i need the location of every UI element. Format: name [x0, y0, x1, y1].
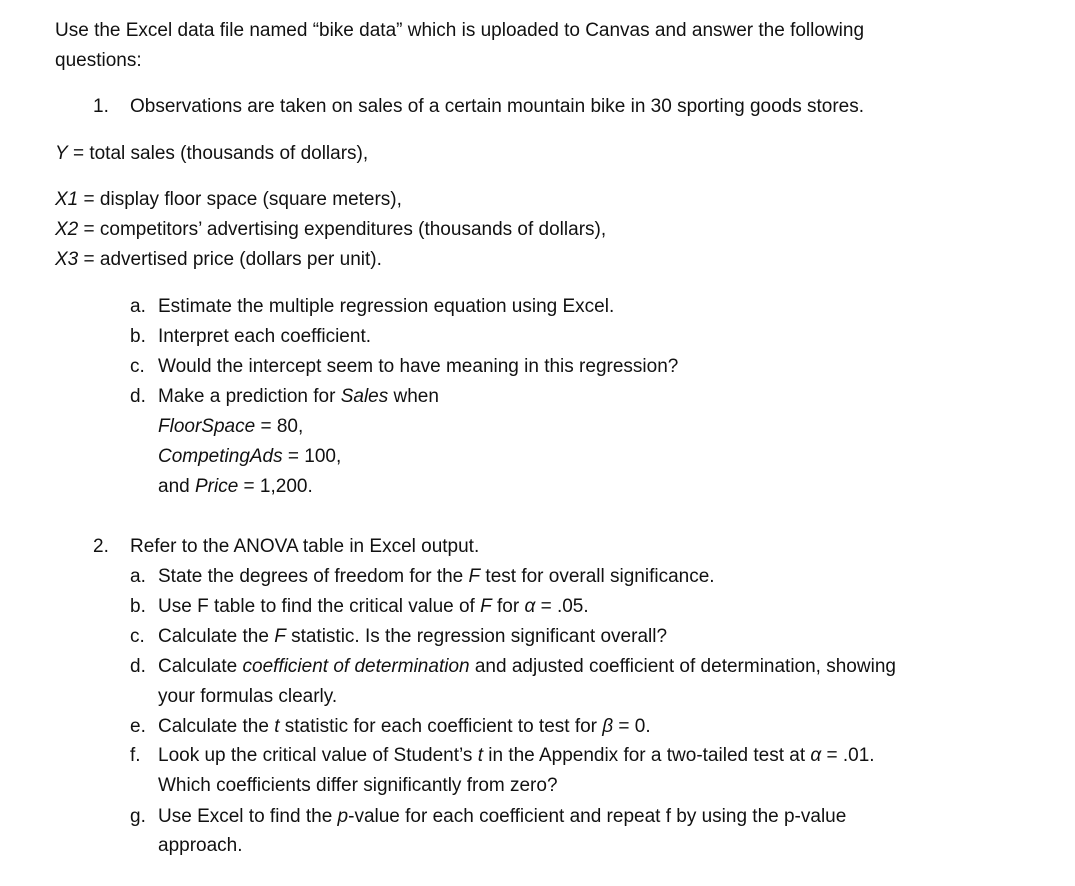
question-1b-label: b. [130, 326, 146, 347]
question-2e-post: = 0. [613, 716, 651, 737]
question-1c-text: Would the intercept seem to have meaning in this regression? [158, 356, 679, 377]
question-2f-label: f. [130, 745, 141, 766]
intro-text-1: Use the Excel data file named “bike data” which is uploaded to Canvas and answer the following [55, 20, 865, 41]
floorspace-term: FloorSpace [158, 416, 256, 437]
question-2d-cont: your formulas clearly. [158, 686, 338, 707]
question-2c-pre: Calculate the [158, 626, 275, 647]
question-2c [130, 624, 667, 650]
price-pre: and [158, 476, 195, 497]
question-2g-p: p [337, 806, 349, 827]
question-2f-alpha: α [810, 745, 822, 766]
question-2d-term: coefficient of determination [242, 656, 470, 677]
question-2f-cont: Which coefficients differ significantly from zero? [158, 775, 558, 796]
question-2c-post: statistic. Is the regression significant overall? [285, 626, 668, 647]
price-term: Price [194, 476, 239, 497]
question-2d-pre: Calculate [158, 656, 243, 677]
question-2b-label: b. [130, 596, 146, 617]
price-value: = 1,200. [238, 476, 313, 497]
variable-x1-symbol: X1 [55, 189, 79, 210]
variable-y-symbol: Y [55, 143, 68, 164]
question-2b-post: = .05. [535, 596, 589, 617]
question-2e-t: t [274, 716, 280, 737]
question-2b-pre: Use F table to find the critical value of [158, 596, 481, 617]
variable-x3-symbol: X3 [55, 249, 79, 270]
question-2g-cont: approach. [158, 835, 243, 856]
variable-x1-definition: = display floor space (square meters), [78, 189, 402, 210]
question-2-heading [93, 534, 479, 560]
question-2d [130, 654, 896, 680]
question-1d-sales: Sales [340, 386, 389, 407]
question-1a-label: a. [130, 296, 146, 317]
floorspace-value: = 80, [255, 416, 304, 437]
question-2d-post: and adjusted coefficient of determination, showing [469, 656, 896, 677]
question-2b-alpha: α [524, 596, 536, 617]
question-2b-f: F [480, 596, 492, 617]
question-2c-f: F [274, 626, 286, 647]
question-2g-post: -value for each coefficient and repeat f by using the p-value [348, 806, 847, 827]
question-2e-label: e. [130, 716, 146, 737]
question-2g-continued [158, 833, 243, 859]
question-1b-text: Interpret each coefficient. [158, 326, 371, 347]
question-2e [130, 714, 651, 740]
question-2e-beta: β [602, 716, 614, 737]
variable-x3 [55, 247, 382, 273]
question-1c-label: c. [130, 356, 145, 377]
question-2g-label: g. [130, 806, 146, 827]
question-2f-t: t [477, 745, 483, 766]
question-2g-pre: Use Excel to find the [158, 806, 338, 827]
question-1c [130, 354, 678, 380]
question-2e-mid: statistic for each coefficient to test for [279, 716, 603, 737]
question-1d-label: d. [130, 386, 146, 407]
question-2f [130, 743, 875, 769]
question-1a [130, 294, 614, 320]
variable-x3-definition: = advertised price (dollars per unit). [78, 249, 382, 270]
question-2a-label: a. [130, 566, 146, 587]
question-1d-price [158, 474, 313, 500]
question-2c-label: c. [130, 626, 145, 647]
question-1a-text: Estimate the multiple regression equation using Excel. [158, 296, 615, 317]
question-2a-f: F [468, 566, 481, 587]
variable-x2-definition: = competitors’ advertising expenditures (thousands of dollars), [78, 219, 607, 240]
question-2f-post: = .01. [821, 745, 875, 766]
question-2f-continued [158, 773, 558, 799]
variable-y-definition: = total sales (thousands of dollars), [67, 143, 369, 164]
question-1-text: Observations are taken on sales of a certain mountain bike in 30 sporting goods stores. [130, 96, 865, 117]
question-2f-mid: in the Appendix for a two-tailed test at [482, 745, 811, 766]
question-2e-pre: Calculate the [158, 716, 275, 737]
question-2d-continued [158, 684, 337, 710]
question-1d-competingads [158, 444, 341, 470]
question-2a-pre: State the degrees of freedom for the [158, 566, 469, 587]
competingads-term: CompetingAds [158, 446, 283, 467]
question-1d [130, 384, 439, 410]
question-1-heading [93, 94, 864, 120]
question-2g [130, 804, 846, 830]
question-2d-label: d. [130, 656, 146, 677]
question-2a [130, 564, 715, 590]
question-2-number: 2. [93, 536, 109, 557]
question-2-text: Refer to the ANOVA table in Excel output. [130, 536, 480, 557]
question-2f-pre: Look up the critical value of Student’s [158, 745, 478, 766]
question-2a-post: test for overall significance. [480, 566, 715, 587]
question-2b-mid: for [491, 596, 525, 617]
variable-y [55, 141, 368, 167]
question-1b [130, 324, 371, 350]
competingads-value: = 100, [282, 446, 342, 467]
question-1d-pre: Make a prediction for [158, 386, 341, 407]
variable-x2 [55, 217, 606, 243]
intro-line-2 [55, 48, 142, 74]
question-1d-floorspace [158, 414, 303, 440]
question-1-number: 1. [93, 96, 109, 117]
intro-line-1 [55, 18, 864, 44]
variable-x2-symbol: X2 [55, 219, 79, 240]
question-1d-post: when [388, 386, 439, 407]
question-2b [130, 594, 589, 620]
variable-x1 [55, 187, 402, 213]
intro-text-2: questions: [55, 50, 142, 71]
